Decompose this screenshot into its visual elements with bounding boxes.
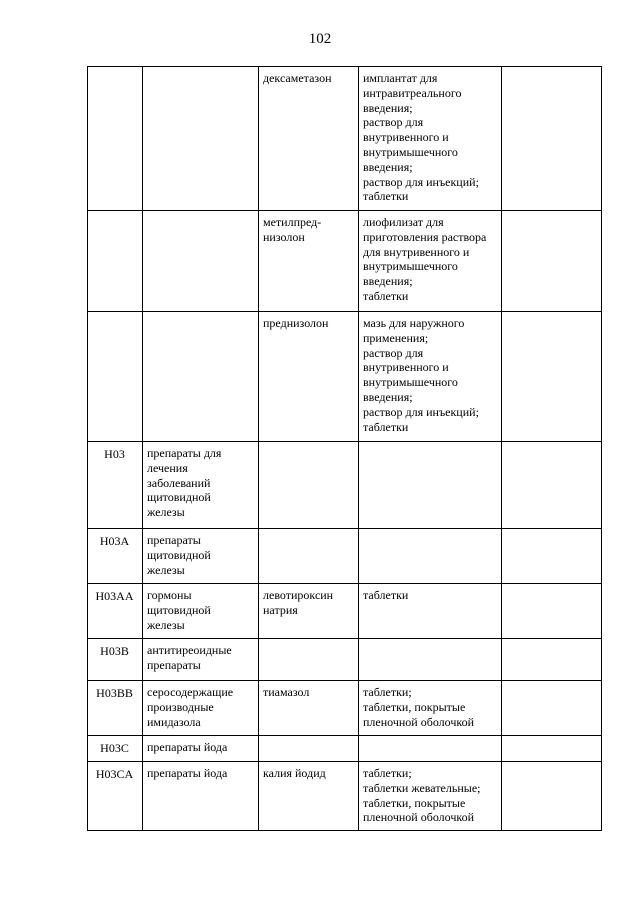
drug-name-line: тиамазол bbox=[263, 685, 310, 699]
group-name-line: препараты bbox=[147, 533, 201, 547]
group-name-cell bbox=[143, 639, 259, 681]
group-name-cell bbox=[143, 681, 259, 736]
atc-code: H03CA bbox=[95, 767, 134, 781]
dosage-form-line: введения; bbox=[363, 274, 413, 289]
atc-code bbox=[92, 215, 137, 216]
atc-code-cell bbox=[88, 67, 143, 211]
drug-name-cell bbox=[259, 529, 359, 584]
atc-code bbox=[92, 316, 137, 317]
dosage-form-line: пленочной оболочкой bbox=[363, 810, 475, 825]
dosage-form-line: таблетки, покрытые bbox=[363, 699, 466, 714]
dosage-form-line: внутривенного и bbox=[363, 130, 449, 145]
drug-name-line: дексаметазон bbox=[263, 71, 332, 85]
group-name-line: имидазола bbox=[147, 714, 201, 729]
group-name-line: препараты йода bbox=[147, 740, 228, 754]
dosage-form-line: для внутривенного и bbox=[363, 244, 470, 259]
group-name-line: антитиреоидные bbox=[147, 643, 232, 657]
atc-code-cell bbox=[88, 681, 143, 736]
table-row bbox=[88, 442, 602, 529]
table-row bbox=[88, 529, 602, 584]
table-body bbox=[88, 67, 602, 831]
dosage-form-line: пленочной оболочкой bbox=[363, 714, 475, 729]
atc-code-cell bbox=[88, 762, 143, 831]
dosage-form-line: раствор для bbox=[363, 115, 424, 130]
table-row bbox=[88, 584, 602, 639]
drug-table bbox=[87, 66, 602, 831]
notes-cell bbox=[502, 211, 602, 312]
notes-cell bbox=[502, 529, 602, 584]
dosage-form-line: таблетки bbox=[363, 588, 409, 602]
drug-name-line: метилпред- bbox=[263, 215, 322, 229]
table-row bbox=[88, 736, 602, 762]
dosage-form-cell bbox=[359, 681, 502, 736]
dosage-form-line: таблетки; bbox=[363, 685, 412, 699]
notes-cell bbox=[502, 67, 602, 211]
dosage-form-line: интравитреального bbox=[363, 85, 462, 100]
dosage-form-line: таблетки, покрытые bbox=[363, 795, 466, 810]
group-name-cell bbox=[143, 211, 259, 312]
table-row bbox=[88, 67, 602, 211]
dosage-form-line: раствор для bbox=[363, 345, 424, 360]
drug-name-line: преднизолон bbox=[263, 316, 329, 330]
group-name-line: препараты bbox=[147, 657, 201, 672]
drug-name-line: калия йодид bbox=[263, 766, 326, 780]
group-name-line: препараты для bbox=[147, 446, 222, 460]
notes-cell bbox=[502, 312, 602, 442]
atc-code: H03B bbox=[100, 644, 129, 658]
dosage-form-line: внутримышечного bbox=[363, 375, 458, 390]
group-name-line: заболеваний bbox=[147, 475, 211, 490]
page-number: 102 bbox=[308, 31, 332, 47]
atc-code bbox=[92, 71, 137, 72]
group-name-cell bbox=[143, 529, 259, 584]
atc-code-cell bbox=[88, 529, 143, 584]
atc-code: H03AA bbox=[95, 589, 134, 603]
dosage-form-cell bbox=[359, 67, 502, 211]
drug-name-cell bbox=[259, 312, 359, 442]
table-row bbox=[88, 762, 602, 831]
drug-name-line: левотироксин bbox=[263, 588, 334, 602]
atc-code-cell bbox=[88, 584, 143, 639]
group-name-line: гормоны bbox=[147, 588, 192, 602]
dosage-form-line: лиофилизат для bbox=[363, 215, 444, 229]
atc-code-cell bbox=[88, 312, 143, 442]
drug-name-cell bbox=[259, 584, 359, 639]
dosage-form-cell bbox=[359, 584, 502, 639]
atc-code-cell bbox=[88, 639, 143, 681]
dosage-form-line: раствор для инъекций; bbox=[363, 404, 479, 419]
dosage-form-line: таблетки bbox=[363, 288, 409, 303]
drug-name-line: низолон bbox=[263, 229, 305, 244]
group-name-line: препараты йода bbox=[147, 766, 228, 780]
dosage-form-line: имплантат для bbox=[363, 71, 438, 85]
group-name-line: щитовидной bbox=[147, 490, 211, 505]
dosage-form-cell bbox=[359, 442, 502, 529]
table-row bbox=[88, 211, 602, 312]
drug-name-cell bbox=[259, 762, 359, 831]
dosage-form-line: введения; bbox=[363, 389, 413, 404]
dosage-form-line: внутримышечного bbox=[363, 259, 458, 274]
dosage-form-line: введения; bbox=[363, 100, 413, 115]
drug-name-cell bbox=[259, 211, 359, 312]
dosage-form-line: таблетки жевательные; bbox=[363, 780, 481, 795]
dosage-form-line: таблетки; bbox=[363, 766, 412, 780]
dosage-form-line: таблетки bbox=[363, 189, 409, 204]
group-name-line: серосодержащие bbox=[147, 685, 234, 699]
group-name-cell bbox=[143, 736, 259, 762]
dosage-form-line: внутривенного и bbox=[363, 360, 449, 375]
atc-code: H03BB bbox=[96, 686, 133, 700]
atc-code: H03A bbox=[99, 534, 130, 548]
dosage-form-line: мазь для наружного bbox=[363, 316, 465, 330]
atc-code-cell bbox=[88, 442, 143, 529]
dosage-form-line: применения; bbox=[363, 330, 429, 345]
group-name-cell bbox=[143, 67, 259, 211]
notes-cell bbox=[502, 736, 602, 762]
atc-code: H03C bbox=[100, 741, 129, 755]
dosage-form-cell bbox=[359, 529, 502, 584]
dosage-form-line: таблетки bbox=[363, 419, 409, 434]
dosage-form-cell bbox=[359, 312, 502, 442]
dosage-form-cell bbox=[359, 736, 502, 762]
notes-cell bbox=[502, 584, 602, 639]
group-name-line: железы bbox=[147, 505, 185, 520]
group-name-line: щитовидной bbox=[147, 547, 211, 562]
drug-name-cell bbox=[259, 639, 359, 681]
dosage-form-line: раствор для инъекций; bbox=[363, 174, 479, 189]
atc-code-cell bbox=[88, 736, 143, 762]
drug-name-cell bbox=[259, 442, 359, 529]
group-name-cell bbox=[143, 762, 259, 831]
group-name-line: лечения bbox=[147, 460, 188, 475]
dosage-form-line: приготовления раствора bbox=[363, 229, 487, 244]
dosage-form-cell bbox=[359, 639, 502, 681]
group-name-cell bbox=[143, 442, 259, 529]
table-row bbox=[88, 681, 602, 736]
notes-cell bbox=[502, 442, 602, 529]
group-name-line: железы bbox=[147, 617, 185, 632]
group-name-cell bbox=[143, 312, 259, 442]
dosage-form-line: введения; bbox=[363, 159, 413, 174]
atc-code-cell bbox=[88, 211, 143, 312]
group-name-line: производные bbox=[147, 699, 214, 714]
drug-name-line: натрия bbox=[263, 602, 298, 617]
notes-cell bbox=[502, 762, 602, 831]
notes-cell bbox=[502, 681, 602, 736]
drug-name-cell bbox=[259, 736, 359, 762]
table-row bbox=[88, 312, 602, 442]
atc-code: H03 bbox=[104, 447, 125, 461]
notes-cell bbox=[502, 639, 602, 681]
dosage-form-line: внутримышечного bbox=[363, 144, 458, 159]
drug-name-cell bbox=[259, 67, 359, 211]
group-name-cell bbox=[143, 584, 259, 639]
group-name-line: щитовидной bbox=[147, 602, 211, 617]
table-row bbox=[88, 639, 602, 681]
group-name-line: железы bbox=[147, 562, 185, 577]
dosage-form-cell bbox=[359, 762, 502, 831]
drug-name-cell bbox=[259, 681, 359, 736]
dosage-form-cell bbox=[359, 211, 502, 312]
